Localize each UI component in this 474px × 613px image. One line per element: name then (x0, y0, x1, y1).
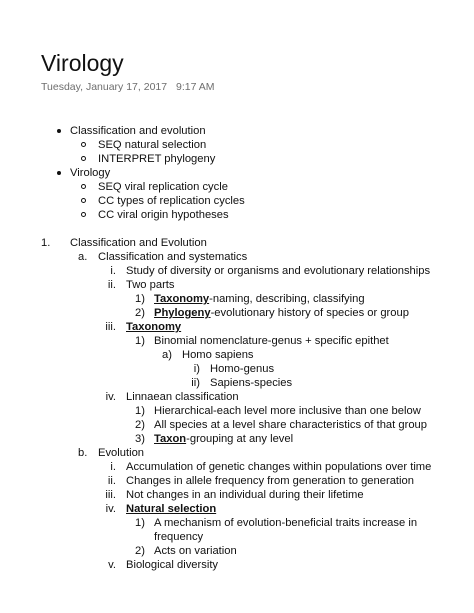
outline-subheading: Classification and systematics (98, 251, 248, 263)
outline-roman: ii. (107, 475, 116, 487)
outline-numeral: 2) (135, 307, 145, 319)
outline-numeral: 2) (135, 419, 145, 431)
definition-text: -grouping at any level (186, 433, 294, 445)
outline-item: Accumulation of genetic changes within populations over time (126, 461, 432, 473)
outline-number: 1. (41, 237, 51, 249)
outline-item (154, 306, 409, 320)
outline-numeral: 2) (135, 545, 145, 557)
bullet-circle-icon (81, 142, 86, 147)
note-time: 9:17 AM (176, 81, 215, 93)
outline-roman: ii) (191, 377, 200, 389)
outline-letter: b. (78, 447, 88, 459)
outline-item: Study of diversity or organisms and evolutionary relationships (126, 265, 431, 277)
outline-item: Sapiens-species (210, 377, 293, 389)
outline-item: Homo-genus (210, 363, 275, 375)
outline-item: All species at a level share characteristics of that group (154, 419, 427, 431)
outline-letter: a) (162, 349, 172, 361)
outline-item: Not changes in an individual during their lifetime (126, 489, 364, 501)
term-taxon: Taxon (154, 433, 187, 445)
summary-subitem: INTERPRET phylogeny (98, 153, 216, 165)
outline-item: Two parts (126, 279, 175, 291)
outline-numeral: 3) (135, 433, 145, 445)
outline-item: Homo sapiens (182, 349, 254, 361)
bullet-circle-icon (81, 198, 86, 203)
note-date: Tuesday, January 17, 2017 (41, 81, 168, 93)
outline-subheading: Evolution (98, 447, 145, 459)
summary-subitem: SEQ viral replication cycle (98, 181, 228, 193)
bullet-circle-icon (81, 212, 86, 217)
outline-item: Changes in allele frequency from generation to generation (126, 475, 414, 487)
outline-roman: ii. (107, 279, 116, 291)
term-phylogeny: Phylogeny (154, 307, 211, 319)
outline-item: Biological diversity (126, 559, 219, 571)
outline-roman: iii. (105, 489, 116, 501)
outline-item: Hierarchical-each level more inclusive than one below (154, 405, 421, 417)
bullet-circle-icon (81, 184, 86, 189)
summary-item: Virology (70, 167, 111, 179)
outline-item (126, 502, 216, 516)
bullet-dot-icon (57, 171, 61, 175)
outline-roman: iv. (105, 503, 116, 515)
outline-item (154, 432, 293, 446)
term-natural-selection: Natural selection (126, 503, 217, 515)
outline-roman: i. (110, 461, 116, 473)
summary-subitem: SEQ natural selection (98, 139, 207, 151)
outline-numeral: 1) (135, 517, 145, 529)
outline-numeral: 1) (135, 335, 145, 347)
outline-item (126, 320, 181, 334)
outline-numeral: 1) (135, 405, 145, 417)
bullet-dot-icon (57, 129, 61, 133)
definition-text: -evolutionary history of species or group (210, 307, 409, 319)
outline-roman: v. (108, 559, 116, 571)
outline-item: Linnaean classification (126, 391, 239, 403)
outline-item (154, 292, 365, 306)
outline-numeral: 1) (135, 293, 145, 305)
term-taxonomy: Taxonomy (154, 293, 210, 305)
page-title: Virology (41, 50, 124, 76)
outline-roman: iv. (105, 391, 116, 403)
definition-text: -naming, describing, classifying (209, 293, 365, 305)
outline-roman: iii. (105, 321, 116, 333)
bullet-circle-icon (81, 156, 86, 161)
outline-letter: a. (78, 251, 88, 263)
outline-item: A mechanism of evolution-beneficial traits increase in (154, 517, 418, 529)
outline-item: Binomial nomenclature-genus + specific epithet (154, 335, 389, 347)
term-taxonomy: Taxonomy (126, 321, 182, 333)
summary-item: Classification and evolution (70, 125, 206, 137)
outline-item-continuation: frequency (154, 531, 204, 543)
outline-heading: Classification and Evolution (70, 237, 207, 249)
summary-subitem: CC types of replication cycles (98, 195, 245, 207)
outline-roman: i. (110, 265, 116, 277)
outline-item: Acts on variation (154, 545, 237, 557)
outline-roman: i) (193, 363, 200, 375)
summary-subitem: CC viral origin hypotheses (98, 209, 229, 221)
